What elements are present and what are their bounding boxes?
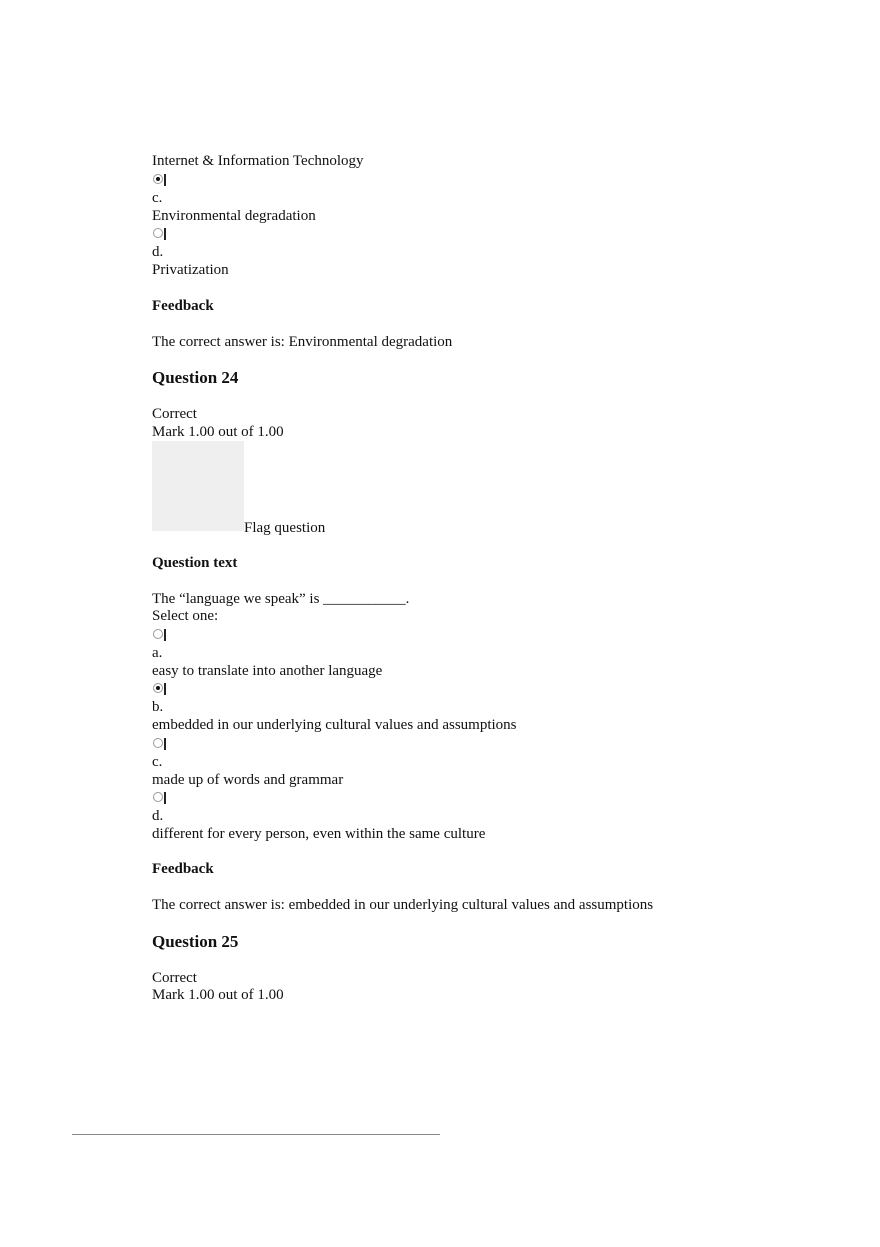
feedback-heading: Feedback xyxy=(152,861,214,877)
option-b-text: embedded in our underlying cultural values and assumptions xyxy=(152,717,517,733)
question-text: The “language we speak” is ___________. xyxy=(152,591,410,607)
option-b-text: Internet & Information Technology xyxy=(152,153,364,169)
option-b-label: b. xyxy=(152,699,164,715)
option-c-label: c. xyxy=(152,190,163,206)
radio-option-b[interactable] xyxy=(153,174,163,184)
footer-divider xyxy=(72,1134,440,1135)
question-25-status: Correct xyxy=(152,970,197,986)
radio-option-d[interactable] xyxy=(153,228,163,238)
option-d-text: Privatization xyxy=(152,262,229,278)
option-c-label: c. xyxy=(152,754,163,770)
flag-question-link[interactable]: Flag question xyxy=(244,520,326,536)
feedback-heading: Feedback xyxy=(152,298,214,314)
radio-option-c[interactable] xyxy=(153,738,163,748)
question-24-title: Question 24 xyxy=(152,368,239,387)
question-24-mark: Mark 1.00 out of 1.00 xyxy=(152,424,284,440)
feedback-text: The correct answer is: embedded in our underlying cultural values and assumptions xyxy=(152,897,654,913)
feedback-text: The correct answer is: Environmental degradation xyxy=(152,334,453,350)
option-d-label: d. xyxy=(152,808,164,824)
radio-option-b[interactable] xyxy=(153,683,163,693)
question-text-heading: Question text xyxy=(152,555,238,571)
option-a-label: a. xyxy=(152,645,163,661)
question-24-status: Correct xyxy=(152,406,197,422)
option-c-text: Environmental degradation xyxy=(152,208,316,224)
question-25-title: Question 25 xyxy=(152,932,239,951)
radio-option-a[interactable] xyxy=(153,629,163,639)
question-25-mark: Mark 1.00 out of 1.00 xyxy=(152,987,284,1003)
option-d-text: different for every person, even within the same culture xyxy=(152,826,486,842)
select-one-label: Select one: xyxy=(152,608,219,624)
radio-option-d[interactable] xyxy=(153,792,163,802)
option-c-text: made up of words and grammar xyxy=(152,772,344,788)
option-d-label: d. xyxy=(152,244,164,260)
option-a-text: easy to translate into another language xyxy=(152,663,383,679)
flag-icon[interactable] xyxy=(152,441,244,531)
